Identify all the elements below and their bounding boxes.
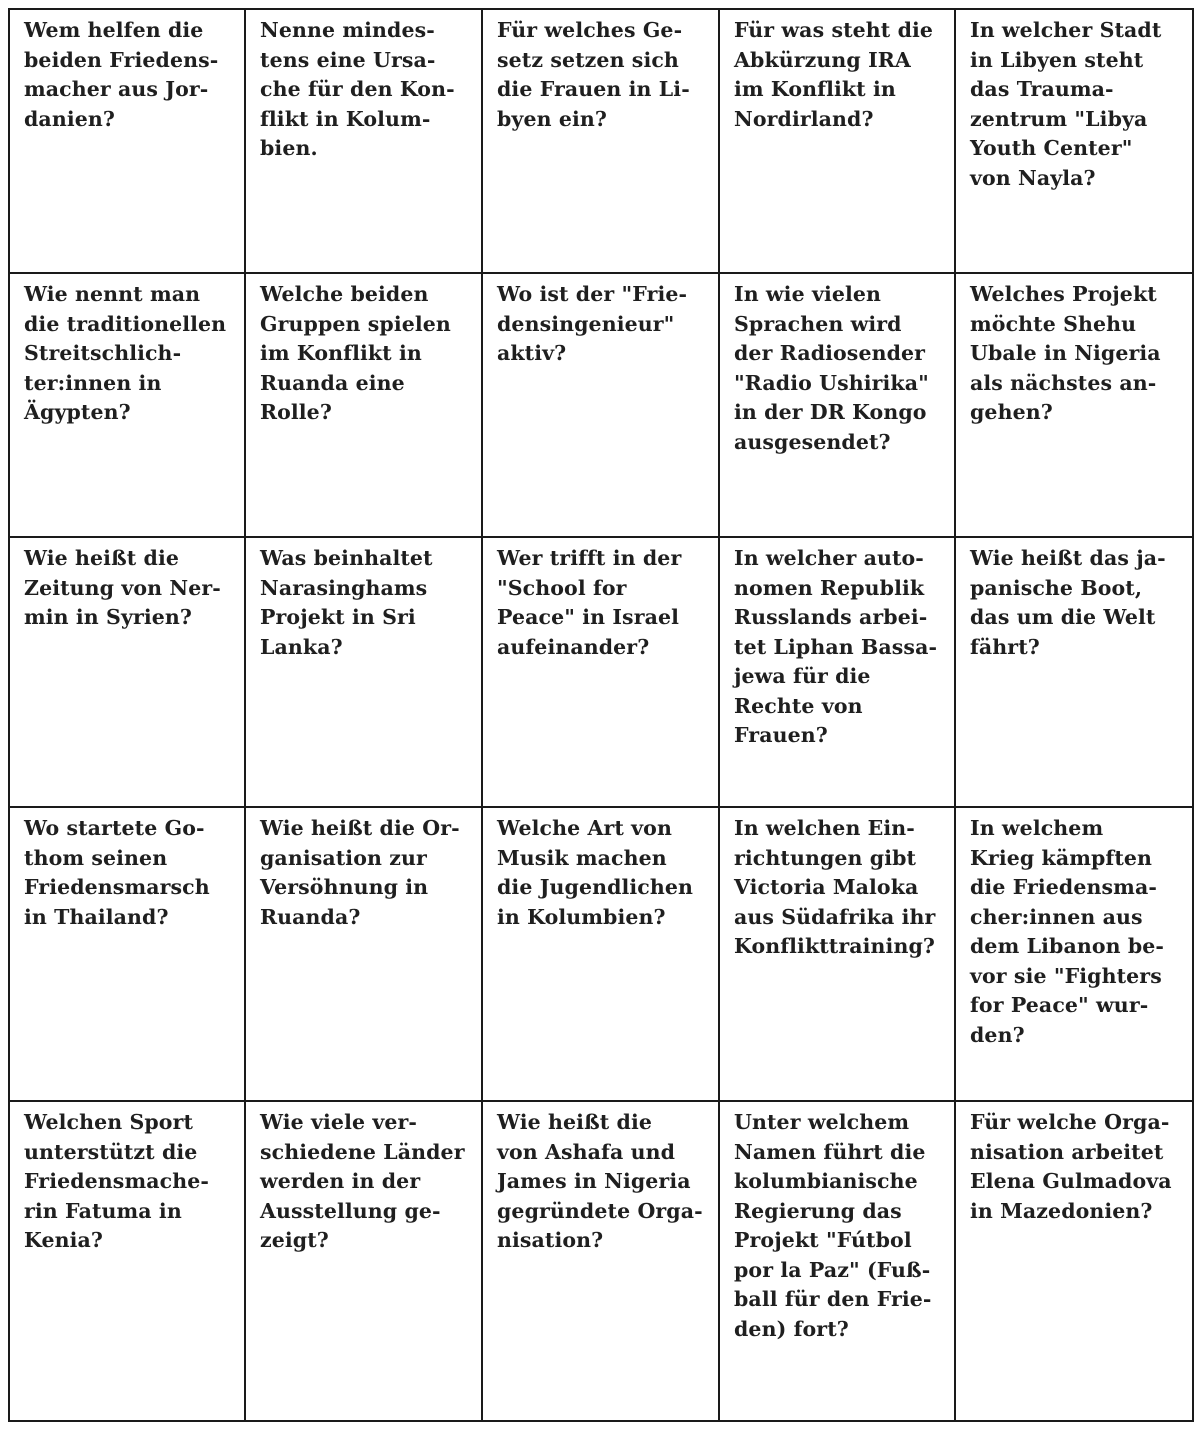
question-text: Für welche Orga- nisation arbeitet Elena Gulmadova in Mazedonien? (970, 1110, 1172, 1223)
question-cell (9, 1101, 245, 1421)
question-text: Welchen Sport unterstützt die Friedensmache- rin Fatuma in Kenia? (24, 1110, 209, 1252)
question-cell (245, 807, 482, 1101)
grid-row-5 (9, 1101, 1193, 1421)
question-cell (482, 807, 719, 1101)
question-text: In wie vielen Sprachen wird der Radiosender "Radio Ushirika" in der DR Kongo ausgesendet? (734, 282, 929, 454)
question-text: Wo startete Go- thom seinen Friedensmarsch in Thailand? (24, 816, 210, 929)
question-cell (9, 9, 245, 273)
grid-row-2 (9, 273, 1193, 537)
question-text: In welchen Ein- richtungen gibt Victoria Maloka aus Südafrika ihr Konflikttraining? (734, 816, 936, 958)
question-text: In welcher Stadt in Libyen steht das Trauma- zentrum "Libya Youth Center" von Nayla? (970, 18, 1162, 190)
question-text: Wer trifft in der "School for Peace" in Israel aufeinander? (497, 546, 682, 659)
question-cell (245, 273, 482, 537)
question-cell (955, 1101, 1193, 1421)
question-cell (482, 1101, 719, 1421)
grid-row-3 (9, 537, 1193, 807)
question-cell (245, 1101, 482, 1421)
question-text: In welcher auto- nomen Republik Russlands arbei- tet Liphan Bassa- jewa für die Rechte von Frauen? (734, 546, 938, 747)
question-text: Welches Projekt möchte Shehu Ubale in Nigeria als nächstes an- gehen? (970, 282, 1161, 424)
question-grid (8, 8, 1194, 1422)
grid-row-4 (9, 807, 1193, 1101)
question-cell (245, 9, 482, 273)
question-cell (955, 537, 1193, 807)
question-text: Wie viele ver- schiedene Länder werden in der Ausstellung ge- zeigt? (260, 1110, 465, 1252)
question-cell (719, 807, 955, 1101)
question-cell (955, 273, 1193, 537)
question-cell (9, 273, 245, 537)
question-cell (482, 537, 719, 807)
question-text: Wem helfen die beiden Friedens- macher aus Jor- danien? (24, 18, 219, 131)
question-cell (245, 537, 482, 807)
question-text: Welche Art von Musik machen die Jugendlichen in Kolumbien? (497, 816, 694, 929)
question-cell (719, 1101, 955, 1421)
question-text: Wo ist der "Frie- densingenieur" aktiv? (497, 282, 688, 365)
question-text: Für was steht die Abkürzung IRA im Konflikt in Nordirland? (734, 18, 934, 131)
question-cell (719, 273, 955, 537)
question-text: Nenne mindes- tens eine Ursa- che für den Kon- flikt in Kolum- bien. (260, 18, 455, 160)
question-cell (482, 273, 719, 537)
question-text: Für welches Ge- setz setzen sich die Frauen in Li- byen ein? (497, 18, 690, 131)
question-cell (955, 807, 1193, 1101)
question-cell (719, 9, 955, 273)
question-text: Was beinhaltet Narasinghams Projekt in Sri Lanka? (260, 546, 433, 659)
question-cell (482, 9, 719, 273)
question-text: Wie heißt die Or- ganisation zur Versöhnung in Ruanda? (260, 816, 460, 929)
question-cell (719, 537, 955, 807)
question-text: Wie heißt die Zeitung von Ner- min in Syrien? (24, 546, 221, 629)
question-text: Wie nennt man die traditionellen Streitschlich- ter:innen in Ägypten? (24, 282, 227, 424)
question-text: Wie heißt die von Ashafa und James in Nigeria gegründete Orga- nisation? (497, 1110, 703, 1252)
question-cell (9, 807, 245, 1101)
question-text: Unter welchem Namen führt die kolumbianische Regierung das Projekt "Fútbol por la Paz" (Fuß- ball für den Frie- den) fort? (734, 1110, 932, 1341)
question-text: In welchem Krieg kämpften die Friedensma- cher:innen aus dem Libanon be- vor sie "Fighters for Peace" wur- den? (970, 816, 1165, 1047)
question-cell (9, 537, 245, 807)
grid-row-1 (9, 9, 1193, 273)
question-cell (955, 9, 1193, 273)
question-text: Wie heißt das ja- panische Boot, das um die Welt fährt? (970, 546, 1166, 659)
question-text: Welche beiden Gruppen spielen im Konflikt in Ruanda eine Rolle? (260, 282, 451, 424)
